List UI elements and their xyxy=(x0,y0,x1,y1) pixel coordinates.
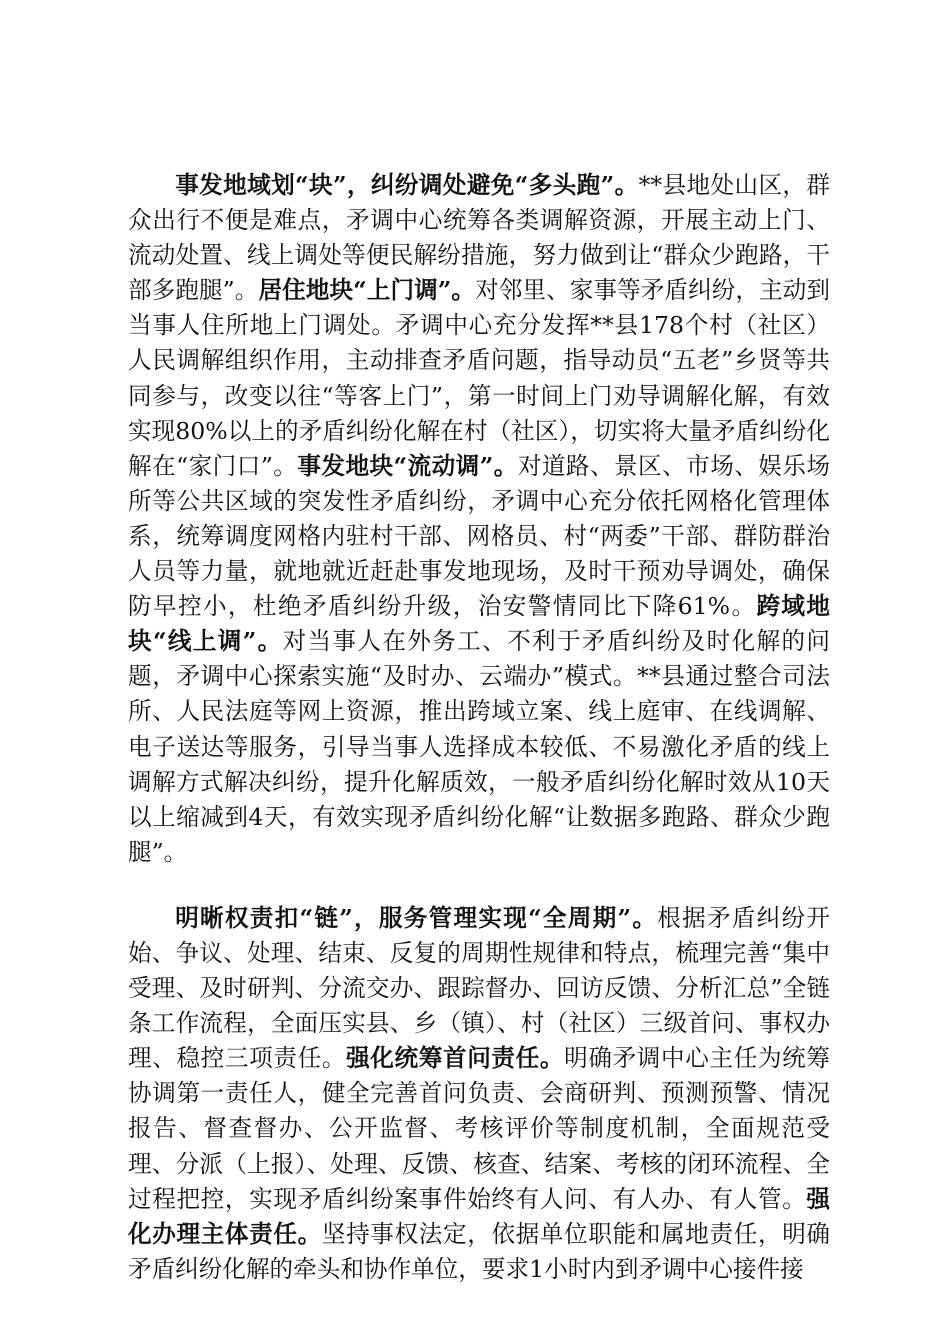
body-text: 明确矛调中心主任为统筹协调第一责任人，健全完善首问负责、会商研判、预测预警、情况报告、督查督办、公开监督、考核评价等制度机制，全面规范受理、分派（上报）、处理、反馈、核查、结案、考核的闭环流程、全过程把控，实现矛盾纠纷案事件始终有人问、有人办、有人管。 xyxy=(128,1044,831,1213)
body-text: 对当事人在外务工、不利于矛盾纠纷及时化解的问题，矛调中心探索实施“及时办、云端办”模式。**县通过整合司法所、人民法庭等网上资源，推出跨域立案、线上庭审、在线调解、电子送达等服务，引导当事人选择成本较低、不易激化矛盾的线上调解方式解决纠纷，提升化解质效，一般矛盾纠纷化解时效从10天以上缩减到4天，有效实现矛盾纠纷化解“让数据多跑路、群众少跑腿”。 xyxy=(128,627,830,866)
subheading-handling-responsibility: 强化办理主体责任。 xyxy=(128,1184,830,1248)
heading-responsibility-chain: 明晰权责扣“链”，服务管理实现“全周期”。 xyxy=(175,903,658,932)
subheading-first-inquiry: 强化统筹首问责任。 xyxy=(346,1044,565,1073)
body-text: **县地处山区，群众出行不便是难点，矛调中心统筹各类调解资源，开展主动上门、流动处置、线上调处等便民解纷措施，努力做到让“群众少跑路，干部多跑腿”。 xyxy=(128,171,830,305)
document-page xyxy=(128,168,830,1287)
subheading-online-mediation: 跨域地块“线上调”。 xyxy=(128,592,830,656)
body-text: 对道路、景区、市场、娱乐场所等公共区域的突发性矛盾纠纷，矛调中心充分依托网格化管理体系，统筹调度网格内驻村干部、网格员、村“两委”干部、群防群治人员等力量，就地就近赶赴事发地现场，及时干预劝导调处，确保防早控小，杜绝矛盾纠纷升级，治安警情同比下降61%。 xyxy=(128,451,831,621)
heading-regional-blocks: 事发地域划“块”，纠纷调处避免“多头跑”。 xyxy=(175,171,639,199)
subheading-home-mediation: 居住地块“上门调”。 xyxy=(258,276,476,305)
paragraph-1 xyxy=(128,168,830,870)
paragraph-2 xyxy=(128,901,830,1287)
body-text: 根据矛盾纠纷开始、争议、处理、结束、反复的周期性规律和特点，梳理完善“集中受理、及时研判、分流交办、跟踪督办、回访反馈、分析汇总”全链条工作流程，全面压实县、乡（镇）、村（社区）三级首问、事权办理、稳控三项责任。 xyxy=(128,903,830,1073)
subheading-mobile-mediation: 事发地块“流动调”。 xyxy=(297,451,518,480)
body-text: 对邻里、家事等矛盾纠纷，主动到当事人住所地上门调处。矛调中心充分发挥**县178个村（社区）人民调解组织作用，主动排查矛盾问题，指导动员“五老”乡贤等共同参与，改变以往“等客上门”，第一时间上门劝导调解化解，有效实现80%以上的矛盾纠纷化解在村（社区），切实将大量矛盾纠纷化解在“家门口”。 xyxy=(128,276,831,480)
body-text: 坚持事权法定，依据单位职能和属地责任，明确矛盾纠纷化解的牵头和协作单位，要求1小时内到矛调中心接件接 xyxy=(128,1219,831,1283)
